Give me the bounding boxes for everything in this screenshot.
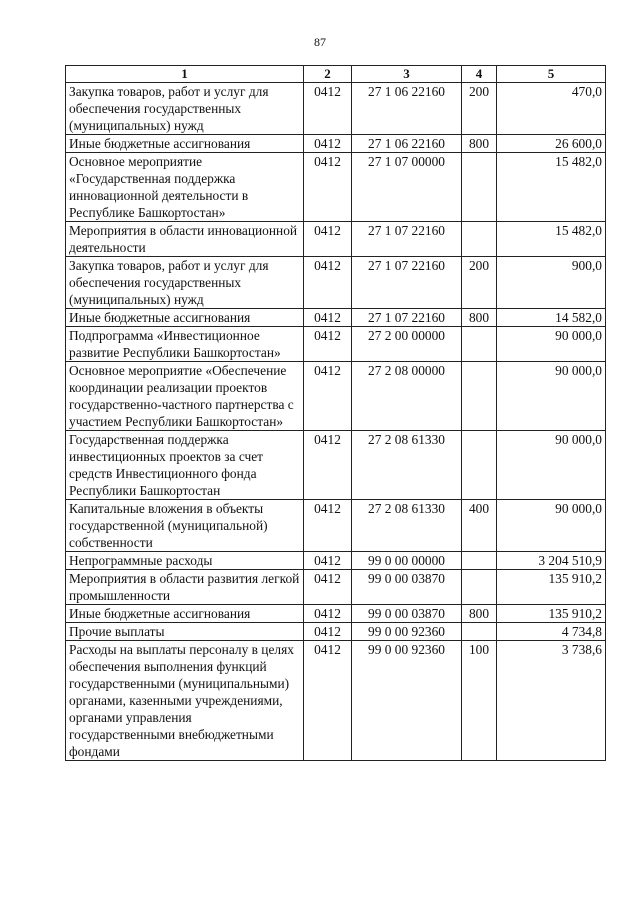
row-amount: 26 600,0 — [497, 135, 606, 153]
row-name: Мероприятия в области инновационной деятельности — [66, 222, 304, 257]
table-row — [66, 570, 606, 605]
budget-table — [65, 65, 606, 761]
row-type — [462, 222, 497, 257]
row-type — [462, 431, 497, 500]
row-name: Закупка товаров, работ и услуг для обеспечения государственных (муниципальных) нужд — [66, 83, 304, 135]
row-name: Иные бюджетные ассигнования — [66, 135, 304, 153]
column-header-name: 1 — [66, 66, 304, 83]
row-type — [462, 153, 497, 222]
row-type: 800 — [462, 135, 497, 153]
row-type: 800 — [462, 605, 497, 623]
row-code: 27 2 00 00000 — [352, 327, 462, 362]
row-section: 0412 — [304, 135, 352, 153]
row-name: Иные бюджетные ассигнования — [66, 309, 304, 327]
column-header-section: 2 — [304, 66, 352, 83]
table-row — [66, 623, 606, 641]
table-row — [66, 309, 606, 327]
row-name: Государственная поддержка инвестиционных проектов за счет средств Инвестиционного фонда Республики Башкортостан — [66, 431, 304, 500]
row-type: 400 — [462, 500, 497, 552]
row-code: 27 1 07 22160 — [352, 309, 462, 327]
row-section: 0412 — [304, 327, 352, 362]
row-type — [462, 552, 497, 570]
row-amount: 470,0 — [497, 83, 606, 135]
row-type: 200 — [462, 257, 497, 309]
row-code: 27 2 08 61330 — [352, 431, 462, 500]
row-code: 99 0 00 92360 — [352, 641, 462, 761]
row-code: 27 2 08 00000 — [352, 362, 462, 431]
table-row — [66, 431, 606, 500]
row-name: Закупка товаров, работ и услуг для обеспечения государственных (муниципальных) нужд — [66, 257, 304, 309]
column-header-code: 3 — [352, 66, 462, 83]
page-number: 87 — [314, 35, 326, 49]
row-amount: 3 738,6 — [497, 641, 606, 761]
row-name: Основное мероприятие «Государственная поддержка инновационной деятельности в Республике Башкортостан» — [66, 153, 304, 222]
table-row — [66, 552, 606, 570]
row-name: Основное мероприятие «Обеспечение координации реализации проектов государственно-частного партнерства с участием Республики Башкортостан» — [66, 362, 304, 431]
table-row — [66, 257, 606, 309]
row-amount: 135 910,2 — [497, 605, 606, 623]
row-amount: 4 734,8 — [497, 623, 606, 641]
row-type — [462, 362, 497, 431]
table-row — [66, 153, 606, 222]
row-section: 0412 — [304, 257, 352, 309]
row-name: Непрограммные расходы — [66, 552, 304, 570]
row-amount: 90 000,0 — [497, 500, 606, 552]
table-row — [66, 222, 606, 257]
row-name: Мероприятия в области развития легкой промышленности — [66, 570, 304, 605]
table-row — [66, 605, 606, 623]
row-code: 99 0 00 03870 — [352, 605, 462, 623]
row-section: 0412 — [304, 500, 352, 552]
row-amount: 900,0 — [497, 257, 606, 309]
row-name: Расходы на выплаты персоналу в целях обеспечения выполнения функций государственными (муниципальными) органами, казенными учреждениями, органами управления государственными внебюджетными фондами — [66, 641, 304, 761]
row-type — [462, 327, 497, 362]
row-section: 0412 — [304, 153, 352, 222]
row-amount: 15 482,0 — [497, 153, 606, 222]
row-amount: 15 482,0 — [497, 222, 606, 257]
row-type: 800 — [462, 309, 497, 327]
row-type: 200 — [462, 83, 497, 135]
row-code: 27 2 08 61330 — [352, 500, 462, 552]
row-name: Капитальные вложения в объекты государственной (муниципальной) собственности — [66, 500, 304, 552]
header-row — [66, 66, 606, 83]
row-section: 0412 — [304, 641, 352, 761]
row-type: 100 — [462, 641, 497, 761]
column-header-type: 4 — [462, 66, 497, 83]
row-amount: 90 000,0 — [497, 431, 606, 500]
row-section: 0412 — [304, 623, 352, 641]
row-code: 27 1 06 22160 — [352, 135, 462, 153]
row-amount: 135 910,2 — [497, 570, 606, 605]
table-row — [66, 641, 606, 761]
row-type — [462, 570, 497, 605]
row-section: 0412 — [304, 309, 352, 327]
row-amount: 3 204 510,9 — [497, 552, 606, 570]
row-code: 99 0 00 00000 — [352, 552, 462, 570]
column-header-amount: 5 — [497, 66, 606, 83]
table-row — [66, 500, 606, 552]
row-type — [462, 623, 497, 641]
row-code: 27 1 07 00000 — [352, 153, 462, 222]
row-code: 99 0 00 03870 — [352, 570, 462, 605]
row-code: 99 0 00 92360 — [352, 623, 462, 641]
table-row — [66, 83, 606, 135]
row-section: 0412 — [304, 362, 352, 431]
row-name: Прочие выплаты — [66, 623, 304, 641]
row-code: 27 1 06 22160 — [352, 83, 462, 135]
table-row — [66, 362, 606, 431]
row-amount: 90 000,0 — [497, 362, 606, 431]
row-code: 27 1 07 22160 — [352, 257, 462, 309]
row-section: 0412 — [304, 552, 352, 570]
row-section: 0412 — [304, 222, 352, 257]
row-amount: 14 582,0 — [497, 309, 606, 327]
row-section: 0412 — [304, 83, 352, 135]
row-section: 0412 — [304, 605, 352, 623]
row-amount: 90 000,0 — [497, 327, 606, 362]
table-row — [66, 135, 606, 153]
row-name: Иные бюджетные ассигнования — [66, 605, 304, 623]
row-name: Подпрограмма «Инвестиционное развитие Республики Башкортостан» — [66, 327, 304, 362]
row-code: 27 1 07 22160 — [352, 222, 462, 257]
table-row — [66, 327, 606, 362]
row-section: 0412 — [304, 570, 352, 605]
row-section: 0412 — [304, 431, 352, 500]
